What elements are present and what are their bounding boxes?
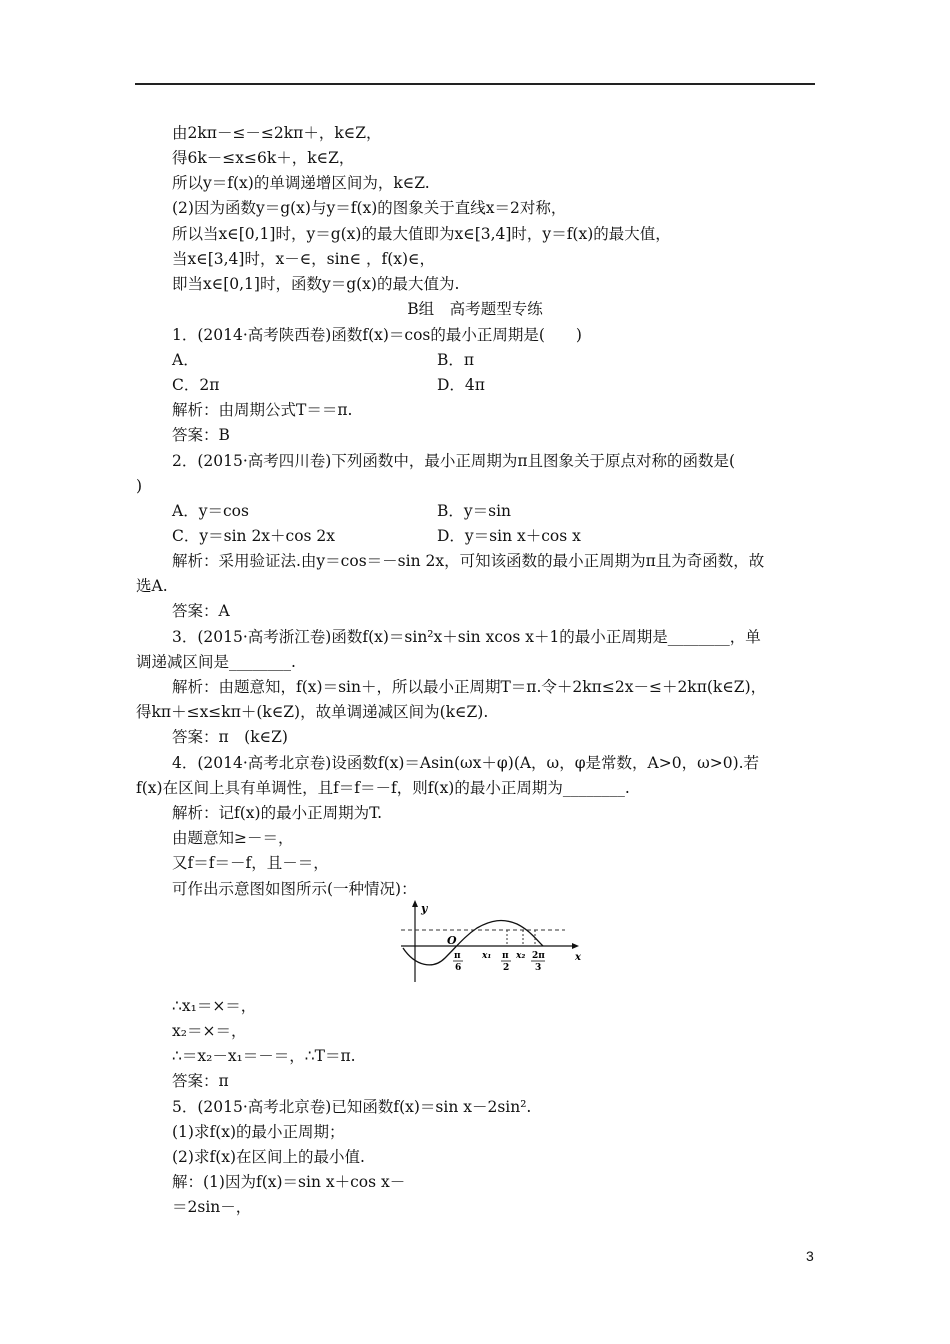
tick-label: 3	[535, 963, 542, 973]
text-line: 解析：采用验证法.由y＝cos＝－sin 2x，可知该函数的最小正周期为π且为奇函数，故	[172, 552, 765, 570]
text-line: 解析：记f(x)的最小正周期为T.	[172, 804, 383, 822]
tick-label: 2π	[532, 951, 545, 961]
origin-label: O	[447, 934, 457, 947]
option-b: B．π	[437, 351, 475, 369]
tick-label: π	[454, 951, 461, 961]
x-axis-label: x	[575, 952, 581, 963]
y-axis-label: y	[421, 902, 428, 915]
question-5: 5．(2015·高考北京卷)已知函数f(x)＝sin x－2sin².	[172, 1098, 532, 1116]
tick-label: 6	[455, 963, 462, 973]
text-line: ∴x₁＝×＝，	[172, 997, 257, 1015]
section-title: B组 高考题型专练	[407, 300, 543, 318]
text-line: x₂＝×＝，	[172, 1022, 247, 1040]
x2-label: x₂	[516, 951, 526, 961]
x1-label: x₁	[482, 951, 492, 961]
text-line: 所以y＝f(x)的单调递增区间为，k∈Z.	[172, 174, 430, 192]
text-line: 由题意知≥－＝，	[172, 829, 294, 847]
option-b: B．y＝sin	[437, 502, 512, 520]
text-line: 选A.	[136, 577, 168, 595]
text-line: 所以当x∈[0,1]时，y＝g(x)的最大值即为x∈[3,4]时，y＝f(x)的最大值，	[172, 225, 671, 243]
option-d: D．4π	[437, 376, 485, 394]
text-line: (2)求f(x)在区间上的最小值.	[172, 1148, 365, 1166]
x-axis-arrow	[572, 943, 579, 949]
text-line: 由2kπ－≤－≤2kπ＋，k∈Z，	[172, 124, 382, 142]
text-line: 得6k－≤x≤6k＋，k∈Z，	[172, 149, 355, 167]
text-line: 可作出示意图如图所示(一种情况)：	[172, 880, 417, 898]
answer: 答案：B	[172, 426, 230, 444]
text-line: 得kπ＋≤x≤kπ＋(k∈Z)，故单调递减区间为(k∈Z).	[136, 703, 489, 721]
tick-label: 2	[503, 963, 510, 973]
answer: 答案：A	[172, 602, 230, 620]
option-c: C．2π	[172, 376, 220, 394]
question-1: 1．(2014·高考陕西卷)函数f(x)＝cos的最小正周期是( )	[172, 326, 582, 344]
header-rule	[135, 83, 815, 85]
text-line: 解析：由题意知，f(x)＝sin＋，所以最小正周期T＝π.令＋2kπ≤2x－≤＋2kπ(k∈Z)，	[172, 678, 767, 696]
text-line: ＝2sin－，	[172, 1198, 252, 1216]
option-c: C．y＝sin 2x＋cos 2x	[172, 527, 336, 545]
question-4: 4．(2014·高考北京卷)设函数f(x)＝Asin(ωx＋φ)(A，ω，φ是常数，A>0，ω>0).若	[172, 754, 760, 772]
text-line: 即当x∈[0,1]时，函数y＝g(x)的最大值为.	[172, 275, 460, 293]
text-line: (1)求f(x)的最小正周期；	[172, 1123, 345, 1141]
text-line: )	[136, 477, 143, 495]
text-line: f(x)在区间上具有单调性，且f＝f＝－f，则f(x)的最小正周期为________.	[136, 779, 630, 797]
text-line: 解析：由周期公式T＝＝π.	[172, 401, 353, 419]
answer: 答案：π (k∈Z)	[172, 728, 288, 746]
text-line: (2)因为函数y＝g(x)与y＝f(x)的图象关于直线x＝2对称，	[172, 199, 567, 217]
tick-label: π	[502, 951, 509, 961]
y-axis-arrow	[412, 900, 418, 907]
sine-graph-figure	[395, 898, 590, 988]
answer: 答案：π	[172, 1072, 229, 1090]
question-2: 2．(2015·高考四川卷)下列函数中，最小正周期为π且图象关于原点对称的函数是(	[172, 452, 736, 470]
option-d: D．y＝sin x＋cos x	[437, 527, 581, 545]
text-line: 当x∈[3,4]时，x－∈，sin∈ ，f(x)∈，	[172, 250, 436, 268]
text-line: ∴＝x₂－x₁＝－＝，∴T＝π.	[172, 1047, 356, 1065]
question-3: 3．(2015·高考浙江卷)函数f(x)＝sin²x＋sin xcos x＋1的最小正周期是________，单	[172, 628, 761, 646]
text-line: 解：(1)因为f(x)＝sin x＋cos x－	[172, 1173, 406, 1191]
page-number: 3	[806, 1248, 814, 1264]
option-a: A．y＝cos	[172, 502, 249, 520]
text-line: 又f＝f＝－f，且－＝，	[172, 854, 329, 872]
text-line: 调递减区间是________.	[136, 653, 296, 671]
option-a: A．	[172, 351, 199, 369]
